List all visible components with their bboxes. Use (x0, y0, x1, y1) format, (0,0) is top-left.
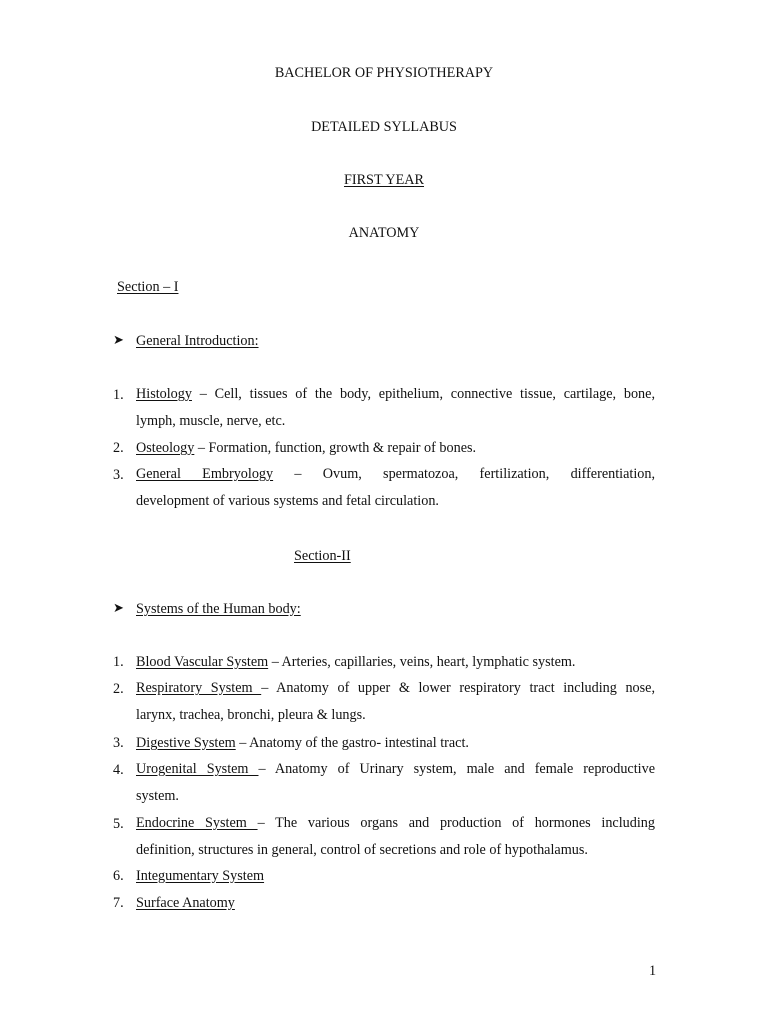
list-item-number: 1. (113, 387, 124, 403)
section-2-bullet-label: Systems of the Human body: (136, 601, 301, 617)
section-2-heading: Section-II (294, 548, 351, 564)
list-item (136, 653, 575, 671)
list-item-text: – Cell, tissues of the body, epithelium, connective tissue, cartilage, bone, (191, 386, 655, 402)
list-item (136, 381, 655, 435)
list-item-number: 7. (113, 895, 124, 911)
list-item-term: Digestive System (136, 735, 236, 751)
list-item-number: 3. (113, 735, 124, 751)
list-item-text: – Anatomy of upper & lower respiratory tract including nose, (261, 680, 655, 696)
list-item (136, 439, 476, 457)
list-item-number: 3. (113, 467, 124, 483)
list-item-term: Integumentary System (136, 868, 265, 884)
document-title: BACHELOR OF PHYSIOTHERAPY (274, 65, 494, 81)
list-item-number: 5. (113, 816, 124, 832)
list-item-text: – Ovum, spermatozoa, fertilization, differentiation, (273, 466, 656, 482)
list-item-text-continued: larynx, trachea, bronchi, pleura & lungs. (136, 707, 366, 723)
list-item-text: – Formation, function, growth & repair of bones. (194, 440, 477, 456)
section-1-heading: Section – I (117, 279, 179, 295)
page-number: 1 (649, 963, 657, 979)
bullet-arrow-icon: ➤ (113, 333, 124, 348)
list-item-term: Blood Vascular System (136, 654, 269, 670)
list-item-text-continued: definition, structures in general, control of secretions and role of hypothalamus. (136, 842, 588, 858)
list-item-text: – The various organs and production of hormones including (257, 815, 655, 831)
list-item-term: Respiratory System (136, 680, 262, 696)
list-item-text: – Anatomy of Urinary system, male and female reproductive (258, 761, 656, 777)
bullet-arrow-icon: ➤ (113, 601, 124, 616)
list-item-number: 6. (113, 868, 124, 884)
list-item-term: Osteology (136, 440, 195, 456)
list-item-term: Endocrine System (136, 815, 258, 831)
list-item-term: Surface Anatomy (136, 895, 235, 911)
list-item-text-continued: lymph, muscle, nerve, etc. (136, 413, 286, 429)
list-item-text-continued: system. (136, 788, 179, 804)
list-item-number: 2. (113, 681, 124, 697)
section-1-bullet-label: General Introduction: (136, 333, 259, 349)
year-heading: FIRST YEAR (343, 172, 425, 188)
list-item (136, 675, 655, 729)
document-subtitle: DETAILED SYLLABUS (311, 119, 457, 135)
list-item-term: Urogenital System (136, 761, 259, 777)
list-item-number: 4. (113, 762, 124, 778)
list-item-term: General Embryology (136, 466, 274, 482)
list-item (136, 734, 469, 752)
list-item-term: Histology (136, 386, 192, 402)
list-item-text: – Anatomy of the gastro- intestinal tract. (235, 735, 469, 751)
list-item-number: 2. (113, 440, 124, 456)
list-item (136, 461, 655, 515)
list-item (136, 810, 655, 864)
list-item-text: – Arteries, capillaries, veins, heart, lymphatic system. (268, 654, 576, 670)
subject-heading: ANATOMY (348, 225, 420, 241)
list-item-number: 1. (113, 654, 124, 670)
list-item (136, 756, 655, 810)
list-item-text-continued: development of various systems and fetal circulation. (136, 493, 439, 509)
